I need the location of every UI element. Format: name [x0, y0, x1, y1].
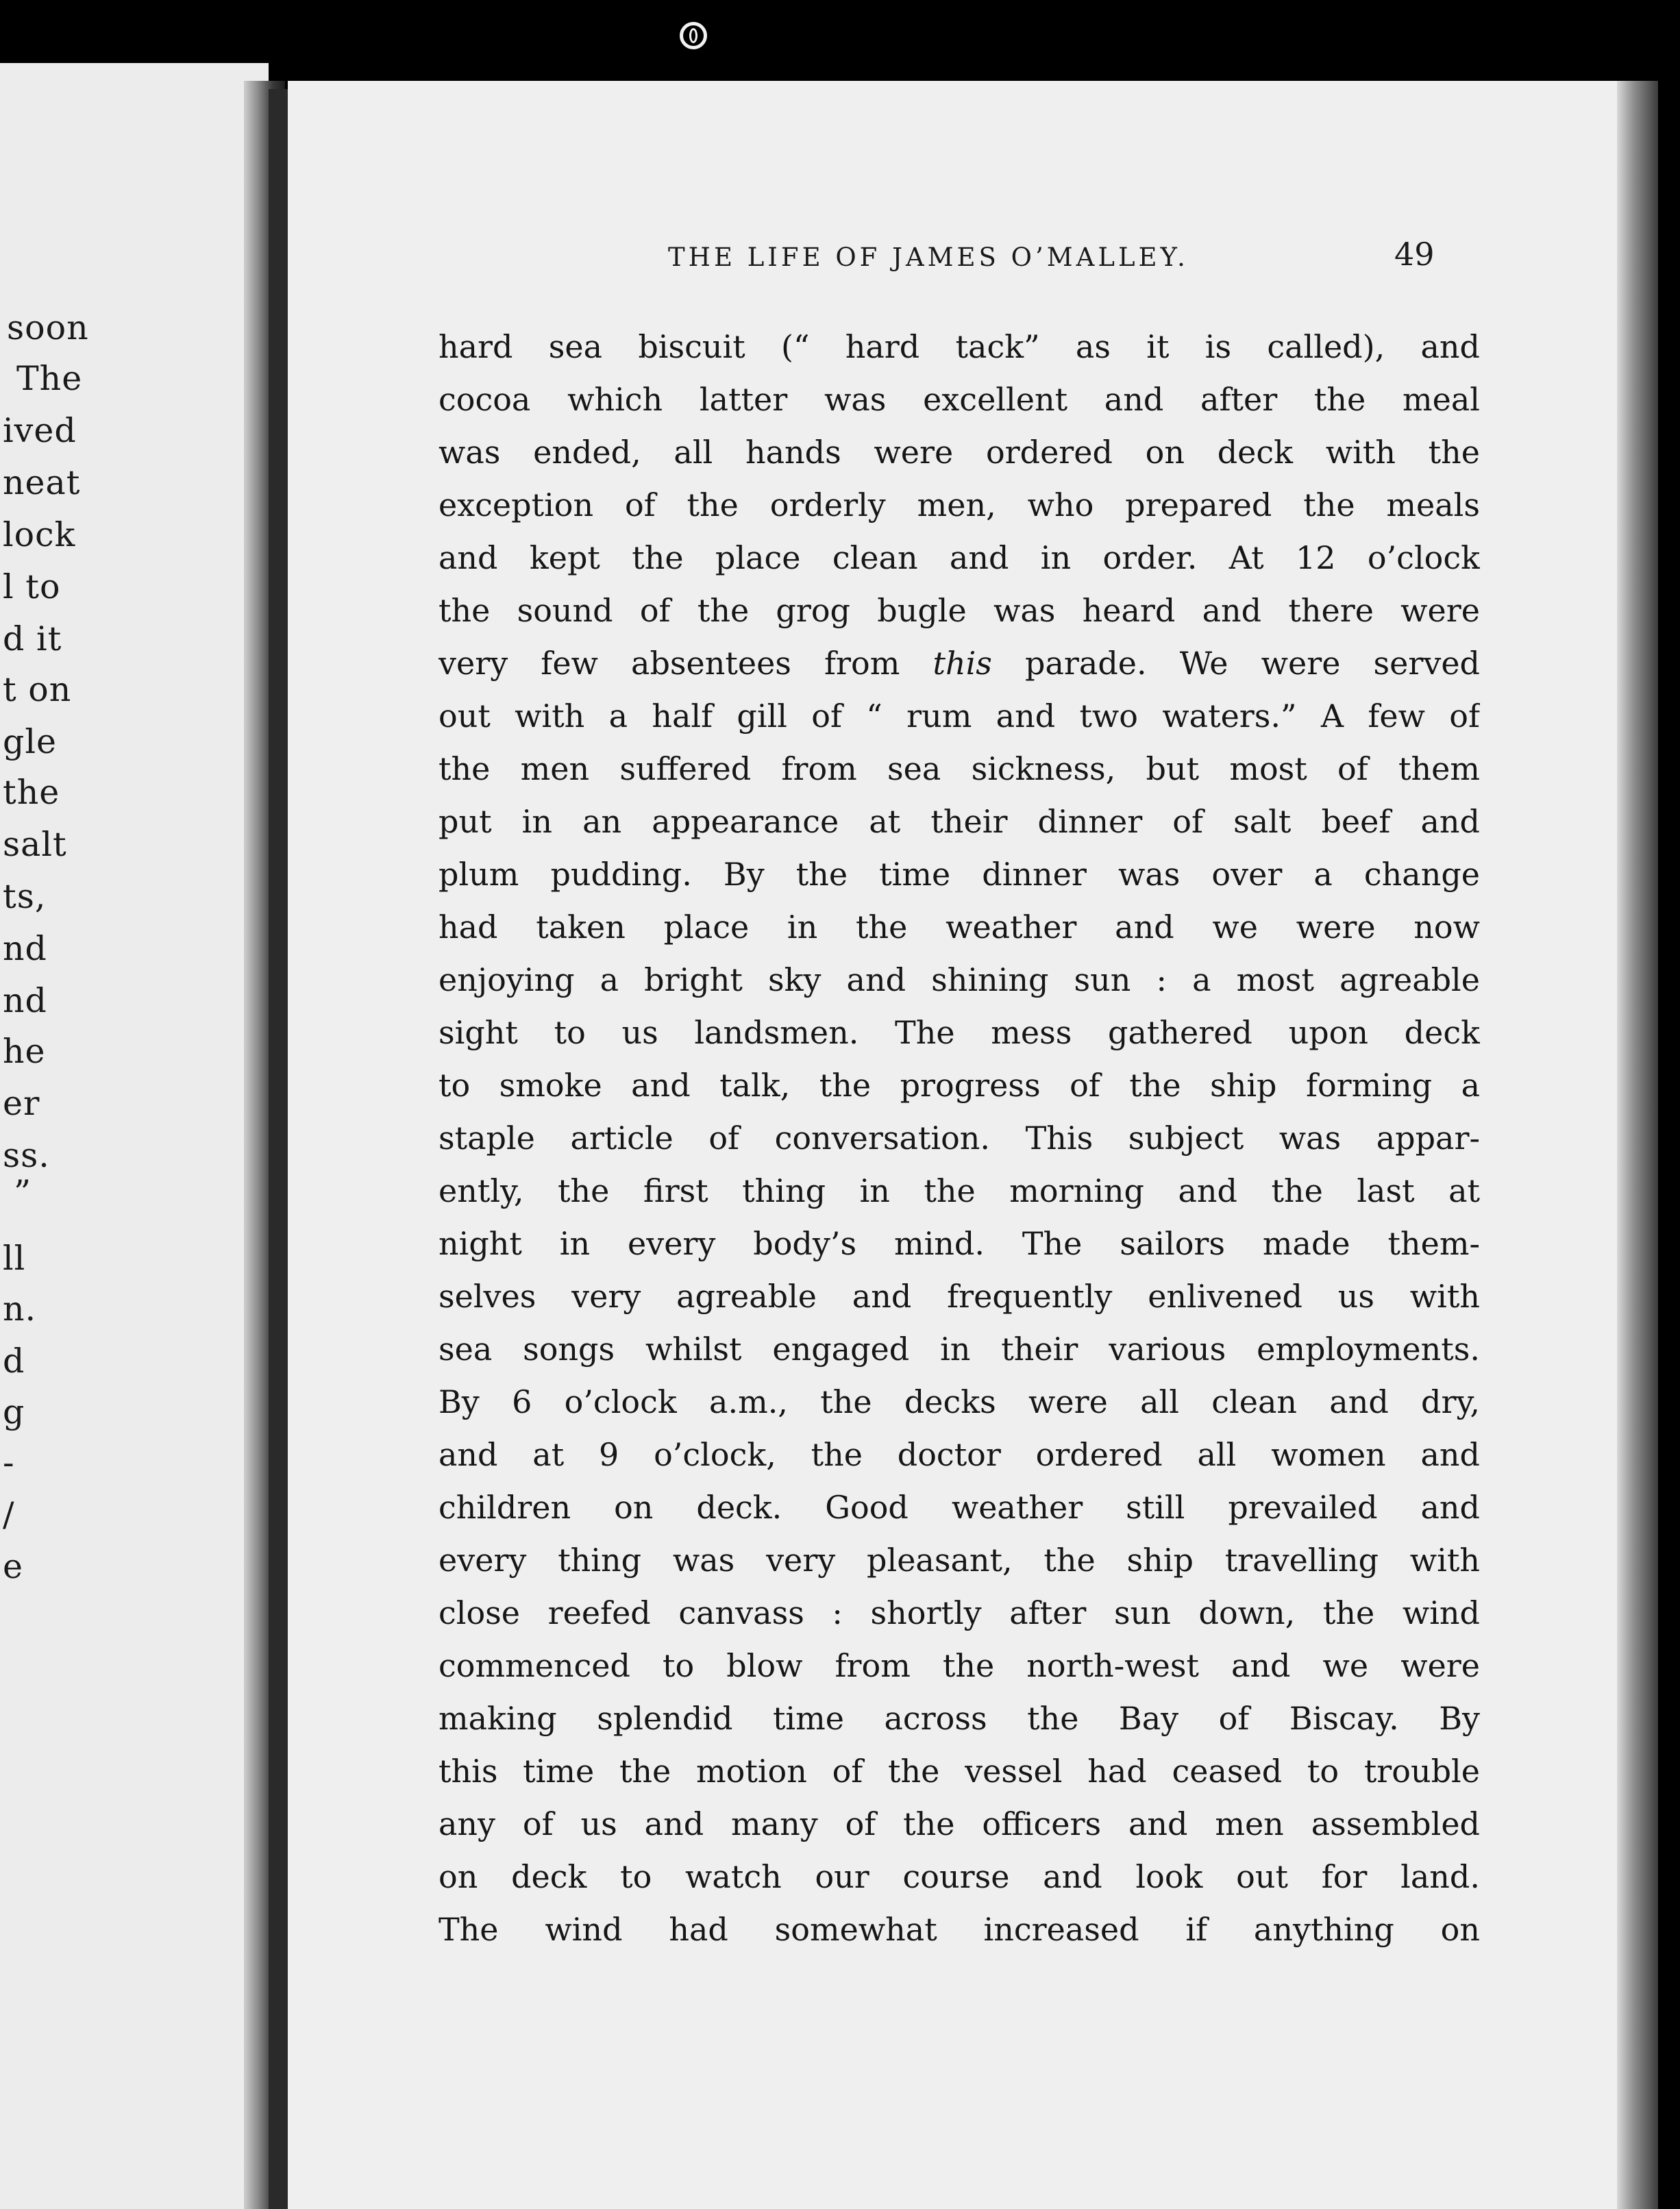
text-segment: parade. We were served — [1025, 645, 1480, 682]
text-line-with-italic — [438, 637, 1480, 690]
left-page-fragment: ss. — [3, 1136, 50, 1175]
left-page-fragment: ll — [3, 1239, 26, 1278]
text-line: ently, the first thing in the morning and the last at — [438, 1172, 1480, 1209]
left-page-fragment: ” — [14, 1173, 32, 1212]
left-page-fragment: n. — [3, 1289, 37, 1329]
italic-word: this — [932, 645, 992, 682]
text-line: close reefed canvass : shortly after sun down, the wind — [438, 1594, 1480, 1631]
text-line: selves very agreable and frequently enlivened us with — [438, 1278, 1480, 1315]
text-line: the men suffered from sea sickness, but most of them — [438, 750, 1480, 787]
left-page-fragment: / — [3, 1495, 15, 1534]
text-line: and at 9 o’clock, the doctor ordered all women and — [438, 1436, 1480, 1473]
text-line: and kept the place clean and in order. At 12 o’clock — [438, 539, 1480, 576]
text-line: children on deck. Good weather still prevailed and — [438, 1489, 1480, 1526]
text-line: any of us and many of the officers and men assembled — [438, 1805, 1480, 1842]
left-page-fragment: soon — [7, 308, 89, 347]
text-line: enjoying a bright sky and shining sun : a most agreable — [438, 961, 1480, 998]
text-line: to smoke and talk, the progress of the ship forming a — [438, 1067, 1480, 1104]
left-page-fragment: nd — [3, 981, 47, 1020]
left-page-fragment: er — [3, 1084, 40, 1123]
film-registration-mark — [680, 22, 707, 49]
left-page-fragment: - — [3, 1443, 15, 1482]
text-line: put in an appearance at their dinner of salt beef and — [438, 803, 1480, 840]
text-line: out with a half gill of “ rum and two waters.” A few of — [438, 698, 1480, 735]
text-line: night in every body’s mind. The sailors made them- — [438, 1225, 1480, 1262]
text-line: sight to us landsmen. The mess gathered upon deck — [438, 1014, 1480, 1051]
text-line: the sound of the grog bugle was heard and there were — [438, 592, 1480, 629]
right-page — [288, 81, 1639, 2209]
left-page-fragment: d it — [3, 619, 62, 658]
text-line: every thing was very pleasant, the ship travelling with — [438, 1542, 1480, 1579]
text-line: making splendid time across the Bay of Biscay. By — [438, 1700, 1480, 1737]
text-line: cocoa which latter was excellent and after the meal — [438, 381, 1480, 418]
left-page-fragment: g — [3, 1392, 25, 1431]
text-line: had taken place in the weather and we were now — [438, 909, 1480, 946]
text-line: exception of the orderly men, who prepared the meals — [438, 486, 1480, 523]
page-number: 49 — [1394, 236, 1435, 273]
left-page-fragment: nd — [3, 929, 47, 968]
left-page-fragment: d — [3, 1342, 25, 1381]
text-line: plum pudding. By the time dinner was over a change — [438, 856, 1480, 893]
left-page-fragment: l to — [3, 567, 61, 606]
left-page-fragment: he — [3, 1032, 46, 1071]
left-page-fragment: gle — [3, 722, 58, 761]
text-line: hard sea biscuit (“ hard tack” as it is called), and — [438, 328, 1480, 365]
left-page-fragment: ts, — [3, 877, 47, 916]
body-text — [438, 321, 1480, 1956]
left-page-fragment: neat — [3, 463, 81, 502]
text-segment: very few absentees from — [438, 645, 900, 682]
text-line: was ended, all hands were ordered on deck with the — [438, 434, 1480, 471]
text-line: By 6 o’clock a.m., the decks were all clean and dry, — [438, 1383, 1480, 1420]
text-line: commenced to blow from the north-west and we were — [438, 1647, 1480, 1684]
text-line: sea songs whilst engaged in their various employments. — [438, 1331, 1480, 1368]
left-page-fragment: lock — [3, 515, 76, 554]
left-page-fragment: The — [16, 359, 83, 398]
text-line: this time the motion of the vessel had ceased to trouble — [438, 1753, 1480, 1790]
left-page-fragment: salt — [3, 825, 67, 864]
left-facing-page — [0, 63, 269, 2209]
left-page-fragment: e — [3, 1547, 23, 1586]
text-line: staple article of conversation. This subject was appar- — [438, 1120, 1480, 1157]
left-page-fragment: t on — [3, 670, 72, 709]
left-page-fragment: the — [3, 773, 60, 812]
running-head: THE LIFE OF JAMES O’MALLEY. — [668, 243, 1189, 272]
page-edge-shadow — [1617, 81, 1658, 2209]
left-page-fragment: ived — [3, 411, 77, 450]
text-line: The wind had somewhat increased if anything on — [438, 1911, 1480, 1948]
text-line: on deck to watch our course and look out for land. — [438, 1858, 1480, 1895]
